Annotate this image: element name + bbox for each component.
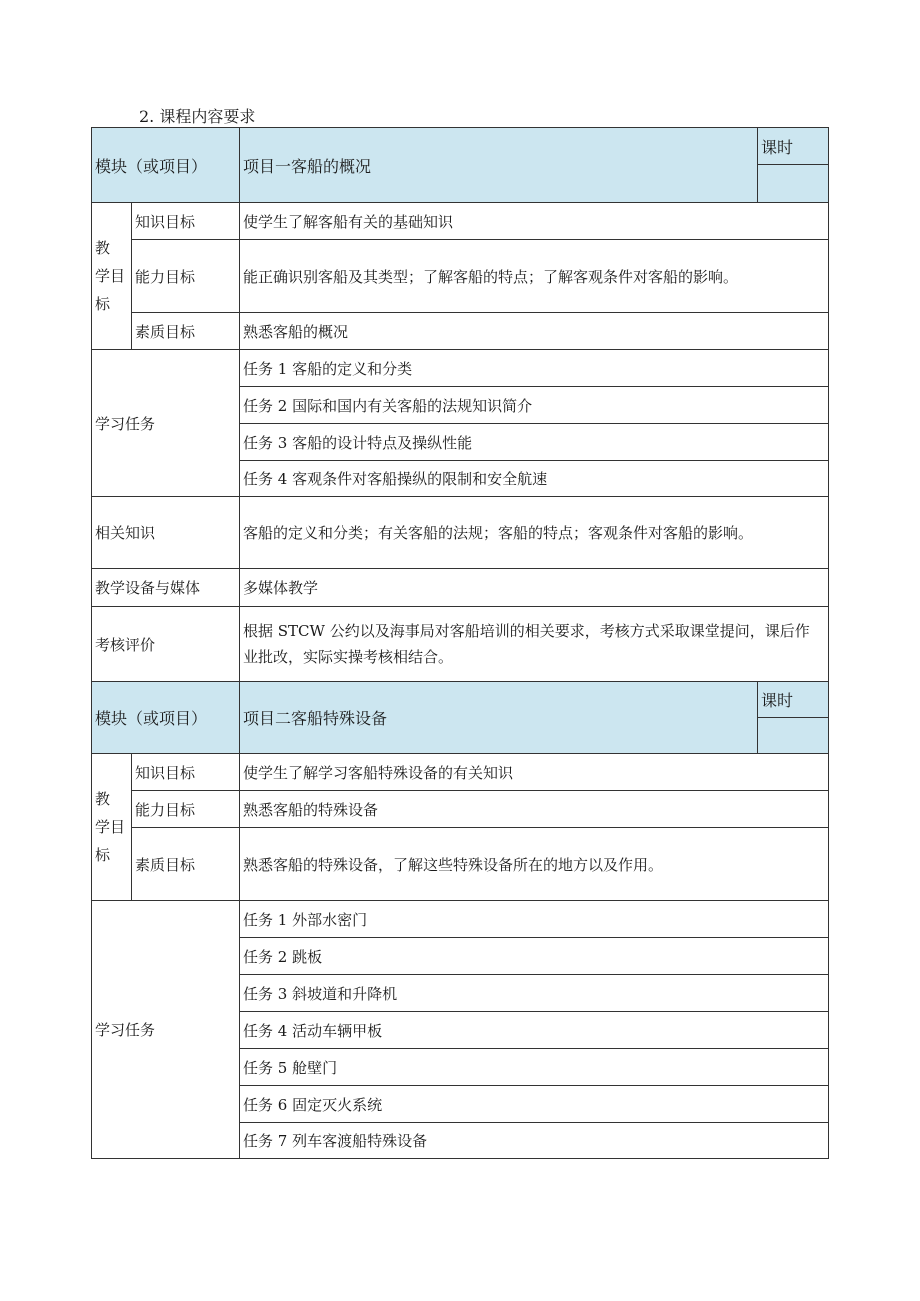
objectives-group-label bbox=[91, 753, 132, 901]
task-text: 任务 1 客船的定义和分类 bbox=[243, 359, 413, 378]
group-label-line: 教 bbox=[95, 239, 111, 257]
task-text: 任务 2 国际和国内有关客船的法规知识简介 bbox=[243, 396, 533, 415]
module-title: 项目二客船特殊设备 bbox=[243, 709, 388, 728]
ability-text bbox=[239, 790, 829, 828]
assessment-text bbox=[239, 606, 829, 682]
group-label-line: 标 bbox=[95, 295, 111, 313]
task-text: 任务 2 跳板 bbox=[243, 947, 323, 966]
assessment-text-value: 根据 STCW 公约以及海事局对客船培训的相关要求，考核方式采取课堂提问，课后作业批改，实际实操考核相结合。 bbox=[243, 622, 810, 666]
task-item bbox=[239, 974, 829, 1012]
knowledge-text bbox=[239, 753, 829, 791]
ability-label bbox=[131, 790, 240, 828]
task-item bbox=[239, 937, 829, 975]
hours-label: 课时 bbox=[761, 137, 794, 157]
knowledge-label-text: 知识目标 bbox=[135, 763, 196, 782]
task-item bbox=[239, 1122, 829, 1159]
hours-label: 课时 bbox=[761, 691, 794, 710]
related-label bbox=[91, 496, 240, 569]
ability-text bbox=[239, 239, 829, 313]
knowledge-label bbox=[131, 753, 240, 791]
tasks-label bbox=[91, 349, 240, 497]
hours-value-cell bbox=[757, 164, 829, 203]
ability-label bbox=[131, 239, 240, 313]
objectives-group-label bbox=[91, 202, 132, 350]
knowledge-text-value: 使学生了解客船有关的基础知识 bbox=[243, 212, 454, 231]
task-item bbox=[239, 1048, 829, 1086]
task-text: 任务 1 外部水密门 bbox=[243, 910, 368, 929]
equipment-text bbox=[239, 568, 829, 607]
quality-label-text: 素质目标 bbox=[135, 855, 196, 874]
task-text: 任务 7 列车客渡船特殊设备 bbox=[243, 1132, 428, 1150]
equipment-text-value: 多媒体教学 bbox=[243, 579, 319, 597]
quality-text bbox=[239, 827, 829, 901]
module-title-cell bbox=[239, 127, 758, 203]
related-text-value: 客船的定义和分类；有关客船的法规；客船的特点；客观条件对客船的影响。 bbox=[243, 524, 754, 542]
module-label: 模块（或项目） bbox=[95, 156, 208, 176]
knowledge-label bbox=[131, 202, 240, 240]
quality-text-value: 熟悉客船的概况 bbox=[243, 322, 349, 341]
equipment-label-text: 教学设备与媒体 bbox=[95, 579, 201, 597]
group-label-line: 学目 bbox=[95, 267, 126, 285]
quality-text bbox=[239, 312, 829, 350]
related-text bbox=[239, 496, 829, 569]
ability-label-text: 能力目标 bbox=[135, 800, 196, 819]
module-label-cell bbox=[91, 681, 240, 754]
task-item bbox=[239, 460, 829, 497]
group-label-line: 教 bbox=[95, 790, 111, 808]
ability-text-value: 能正确识别客船及其类型；了解客船的特点；了解客观条件对客船的影响。 bbox=[243, 267, 739, 286]
task-item bbox=[239, 1011, 829, 1049]
task-text: 任务 6 固定灭火系统 bbox=[243, 1095, 383, 1114]
quality-text-value: 熟悉客船的特殊设备，了解这些特殊设备所在的地方以及作用。 bbox=[243, 855, 664, 874]
task-text: 任务 4 客观条件对客船操纵的限制和安全航速 bbox=[243, 470, 548, 488]
hours-value-cell bbox=[757, 717, 829, 754]
task-item bbox=[239, 349, 829, 387]
task-text: 任务 4 活动车辆甲板 bbox=[243, 1021, 383, 1040]
knowledge-text-value: 使学生了解学习客船特殊设备的有关知识 bbox=[243, 763, 514, 782]
quality-label bbox=[131, 827, 240, 901]
task-item bbox=[239, 900, 829, 938]
quality-label bbox=[131, 312, 240, 350]
quality-label-text: 素质目标 bbox=[135, 322, 196, 341]
tasks-label-text: 学习任务 bbox=[95, 414, 156, 433]
group-label-line: 学目 bbox=[95, 818, 126, 836]
task-text: 任务 3 斜坡道和升降机 bbox=[243, 984, 398, 1003]
equipment-label bbox=[91, 568, 240, 607]
module-title-cell bbox=[239, 681, 758, 754]
ability-label-text: 能力目标 bbox=[135, 267, 196, 286]
module-title: 项目一客船的概况 bbox=[243, 156, 372, 176]
knowledge-text bbox=[239, 202, 829, 240]
task-text: 任务 5 舱壁门 bbox=[243, 1058, 338, 1077]
task-item bbox=[239, 1085, 829, 1123]
assessment-label-text: 考核评价 bbox=[95, 635, 156, 654]
hours-label-cell bbox=[757, 127, 829, 165]
tasks-label-text: 学习任务 bbox=[95, 1021, 156, 1039]
task-item bbox=[239, 423, 829, 461]
module-label: 模块（或项目） bbox=[95, 709, 208, 728]
knowledge-label-text: 知识目标 bbox=[135, 212, 196, 231]
group-label-line: 标 bbox=[95, 846, 111, 864]
hours-label-cell bbox=[757, 681, 829, 718]
ability-text-value: 熟悉客船的特殊设备 bbox=[243, 800, 379, 819]
task-item bbox=[239, 386, 829, 424]
task-text: 任务 3 客船的设计特点及操纵性能 bbox=[243, 433, 473, 452]
section-heading: 2. 课程内容要求 bbox=[139, 107, 256, 126]
related-label-text: 相关知识 bbox=[95, 524, 156, 542]
assessment-label bbox=[91, 606, 240, 682]
module-label-cell bbox=[91, 127, 240, 203]
tasks-label bbox=[91, 900, 240, 1159]
